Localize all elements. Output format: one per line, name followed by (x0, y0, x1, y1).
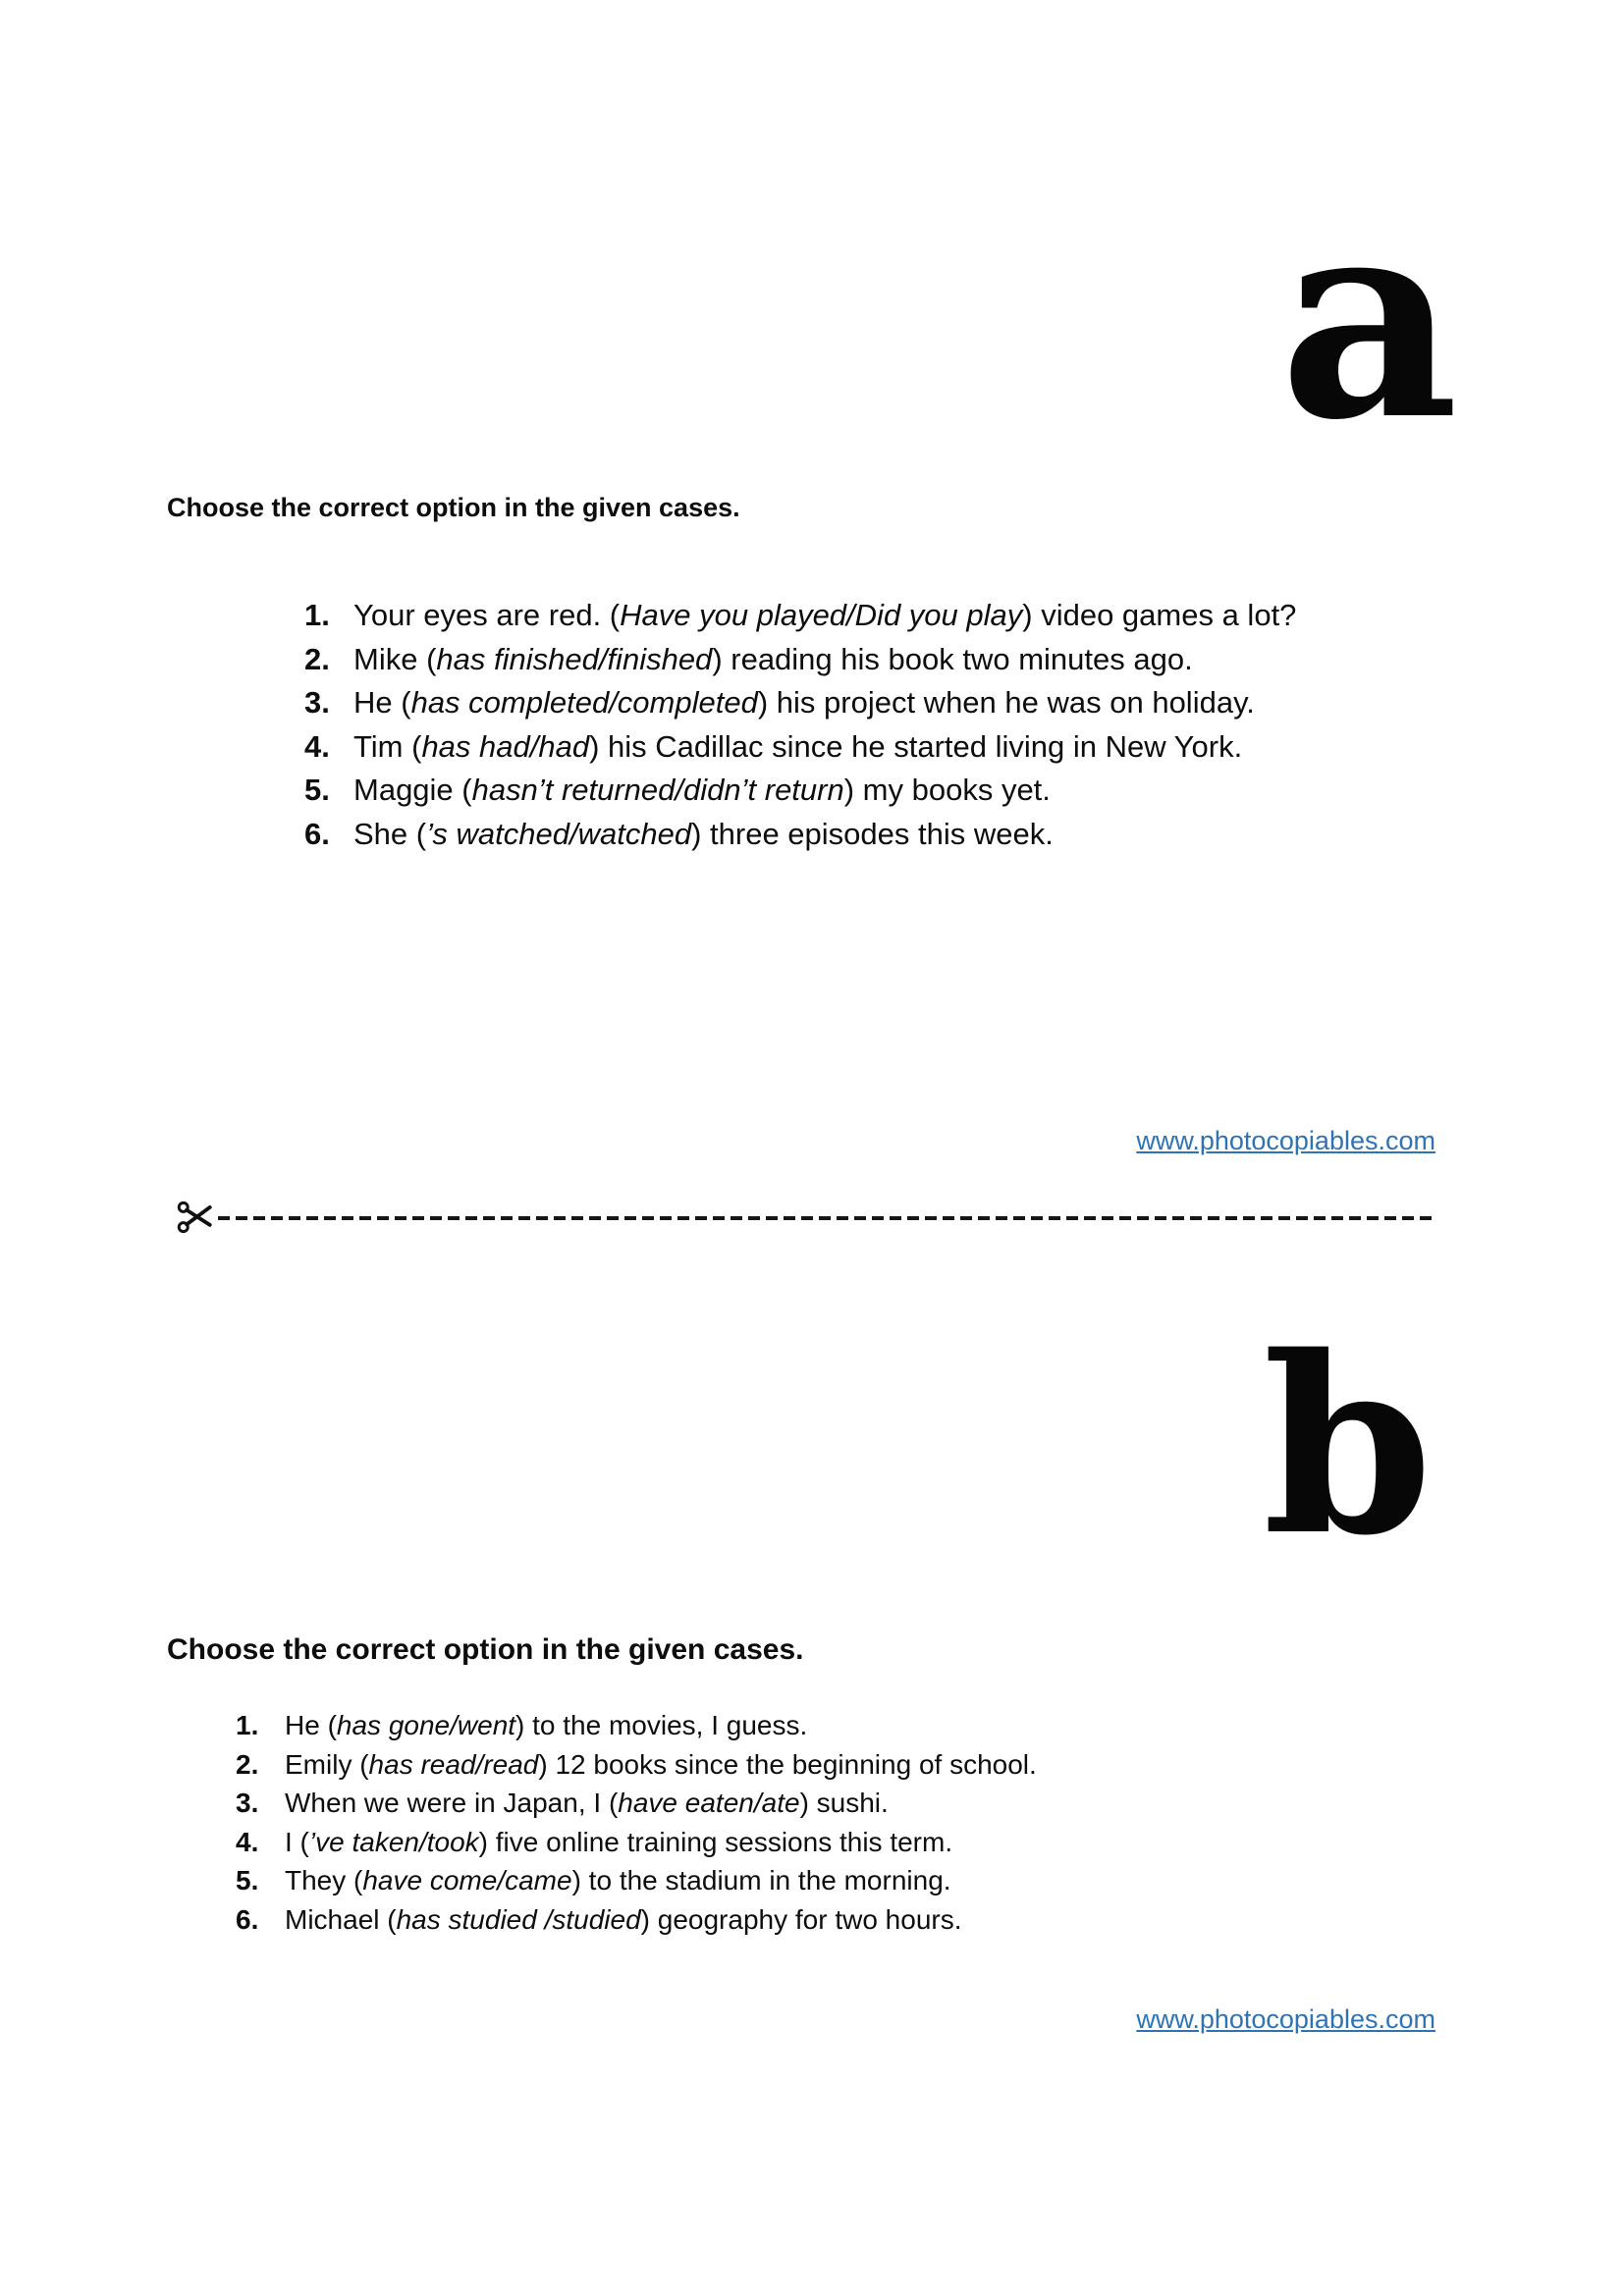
item-text: He ( (285, 1710, 337, 1740)
item-text: ) video games a lot? (1022, 598, 1297, 632)
item-text: ) to the movies, I guess. (515, 1710, 808, 1740)
item-option: has read/read (368, 1748, 539, 1780)
item-text: Michael ( (285, 1903, 397, 1935)
item-number: 5. (304, 773, 330, 808)
item-text: When we were in Japan, I ( (285, 1788, 619, 1819)
item-text: She ( (353, 816, 427, 851)
exercise-heading-a: Choose the correct option in the given cases. (167, 493, 740, 522)
list-item (304, 769, 1296, 813)
item-text: I ( (285, 1826, 309, 1857)
cut-here-dashed-line (218, 1216, 1435, 1220)
scissors-icon (176, 1200, 213, 1235)
item-option: has gone/went (336, 1710, 516, 1740)
item-number: 2. (304, 641, 330, 676)
list-item (236, 1784, 1037, 1823)
item-number: 5. (236, 1865, 259, 1896)
item-text: Your eyes are red. ( (353, 598, 621, 632)
item-number: 4. (236, 1826, 259, 1857)
item-number: 6. (304, 816, 330, 851)
exercise-list-a (304, 594, 1296, 857)
item-text: Emily ( (285, 1748, 369, 1780)
item-text: ) five online training sessions this term. (478, 1826, 953, 1857)
item-text: He ( (353, 685, 411, 721)
item-text: ) his project when he was on holiday. (757, 685, 1255, 721)
item-option: have come/came (362, 1865, 572, 1896)
photocopiables-link[interactable]: www.photocopiables.com (1136, 2004, 1435, 2034)
list-item (236, 1745, 1037, 1785)
exercise-list-b (236, 1706, 1037, 1940)
photocopiables-link[interactable]: www.photocopiables.com (1136, 1126, 1435, 1155)
item-number: 3. (304, 685, 330, 721)
item-text: They ( (285, 1865, 363, 1896)
item-option: has finished/finished (436, 641, 713, 676)
item-text: ) to the stadium in the morning. (571, 1865, 951, 1896)
item-option: have eaten/ate (618, 1788, 800, 1819)
item-number: 1. (236, 1710, 259, 1740)
item-text: ) my books yet. (843, 773, 1051, 808)
item-option: ’ve taken/took (308, 1826, 479, 1857)
item-option: has had/had (421, 728, 590, 764)
item-text: ) three episodes this week. (691, 816, 1054, 851)
item-text: ) reading his book two minutes ago. (712, 641, 1193, 676)
item-text: ) 12 books since the beginning of school. (538, 1748, 1037, 1780)
section-letter-a: a (1279, 155, 1459, 481)
item-text: ) his Cadillac since he started living in New York. (589, 728, 1243, 764)
item-option: hasn’t returned/didn’t return (471, 773, 844, 808)
exercise-heading-b: Choose the correct option in the given cases. (167, 1633, 804, 1666)
item-text: Tim ( (353, 728, 422, 764)
list-item (236, 1706, 1037, 1745)
list-item (304, 681, 1296, 725)
item-option: ’s watched/watched (426, 816, 692, 851)
item-number: 3. (236, 1788, 259, 1819)
item-number: 1. (304, 598, 330, 632)
item-text: Mike ( (353, 641, 437, 676)
list-item (236, 1900, 1037, 1940)
item-text: Maggie ( (353, 773, 472, 808)
item-option: Have you played/Did you play (620, 598, 1023, 632)
item-text: ) geography for two hours. (640, 1903, 962, 1935)
list-item (236, 1823, 1037, 1862)
list-item (304, 725, 1296, 770)
item-number: 6. (236, 1903, 259, 1935)
list-item (304, 594, 1296, 638)
list-item (304, 813, 1296, 857)
list-item (236, 1861, 1037, 1900)
section-letter-b: b (1263, 1304, 1434, 1589)
item-number: 2. (236, 1748, 259, 1780)
item-text: ) sushi. (799, 1788, 889, 1819)
item-option: has completed/completed (410, 685, 758, 721)
item-option: has studied /studied (396, 1903, 641, 1935)
list-item (304, 638, 1296, 682)
item-number: 4. (304, 728, 330, 764)
